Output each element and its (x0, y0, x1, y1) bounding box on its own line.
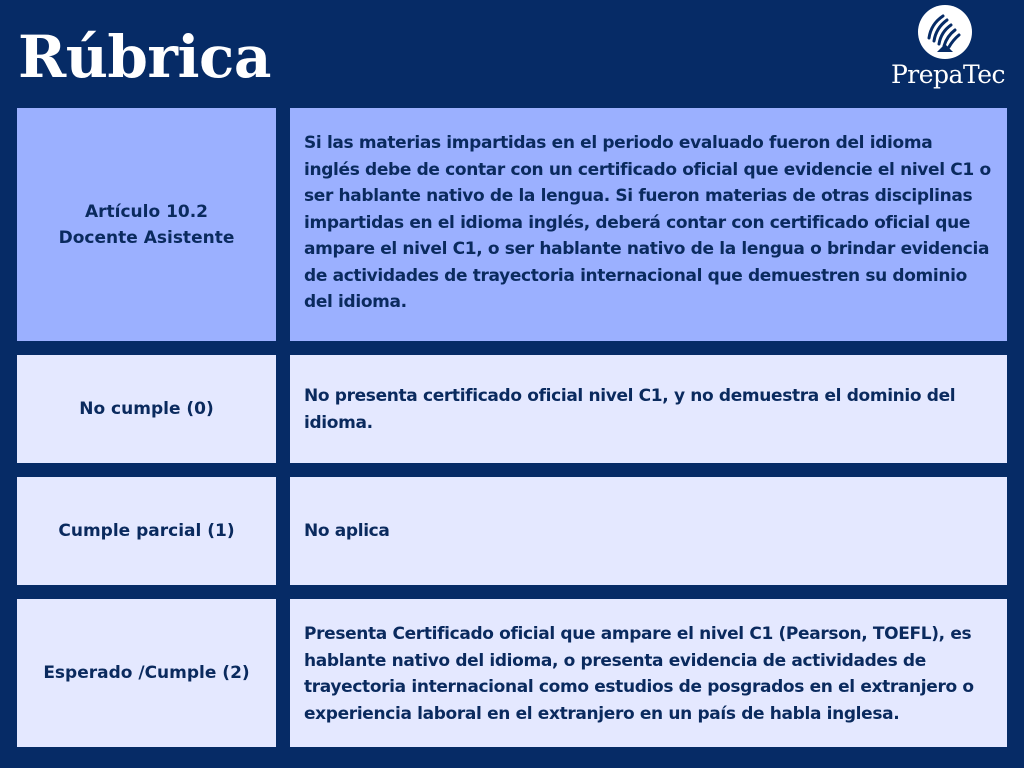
rubric-description-cumple-parcial: No aplica (290, 477, 1007, 585)
rubric-criterion-article (17, 108, 276, 341)
criterion-line: Docente Asistente (58, 227, 235, 248)
rubric-description-no-cumple: No presenta certificado oficial nivel C1, y no demuestra el dominio del idioma. (290, 355, 1007, 463)
page-title: Rúbrica (18, 23, 271, 91)
rubric-criterion-esperado: Esperado /Cumple (2) (17, 599, 276, 747)
prepatec-logo (888, 4, 1008, 94)
criterion-line: Artículo 10.2 (84, 201, 209, 222)
rubric-criterion-cumple-parcial: Cumple parcial (1) (17, 477, 276, 585)
rubric-description-esperado: Presenta Certificado oficial que ampare el nivel C1 (Pearson, TOEFL), es hablante nativo del idioma, o presenta evidencia de actividades de trayectoria internacional como estudios de posgrados en el extranjero o experiencia laboral en el extranjero en un país de habla inglesa. (290, 599, 1007, 747)
rubric-criterion-no-cumple: No cumple (0) (17, 355, 276, 463)
prepatec-emblem-icon (917, 4, 973, 60)
logo-text: PrepaTec (890, 60, 1005, 89)
rubric-description-article: Si las materias impartidas en el periodo evaluado fueron del idioma inglés debe de contar con un certificado oficial que evidencie el nivel C1 o ser hablante nativo de la lengua. Si fueron materias de otras disciplinas impartidas en el idioma inglés, deberá contar con certificado oficial que ampare el nivel C1, o ser hablante nativo de la lengua o brindar evidencia de actividades de trayectoria internacional que demuestren su dominio del idioma. (290, 108, 1007, 341)
